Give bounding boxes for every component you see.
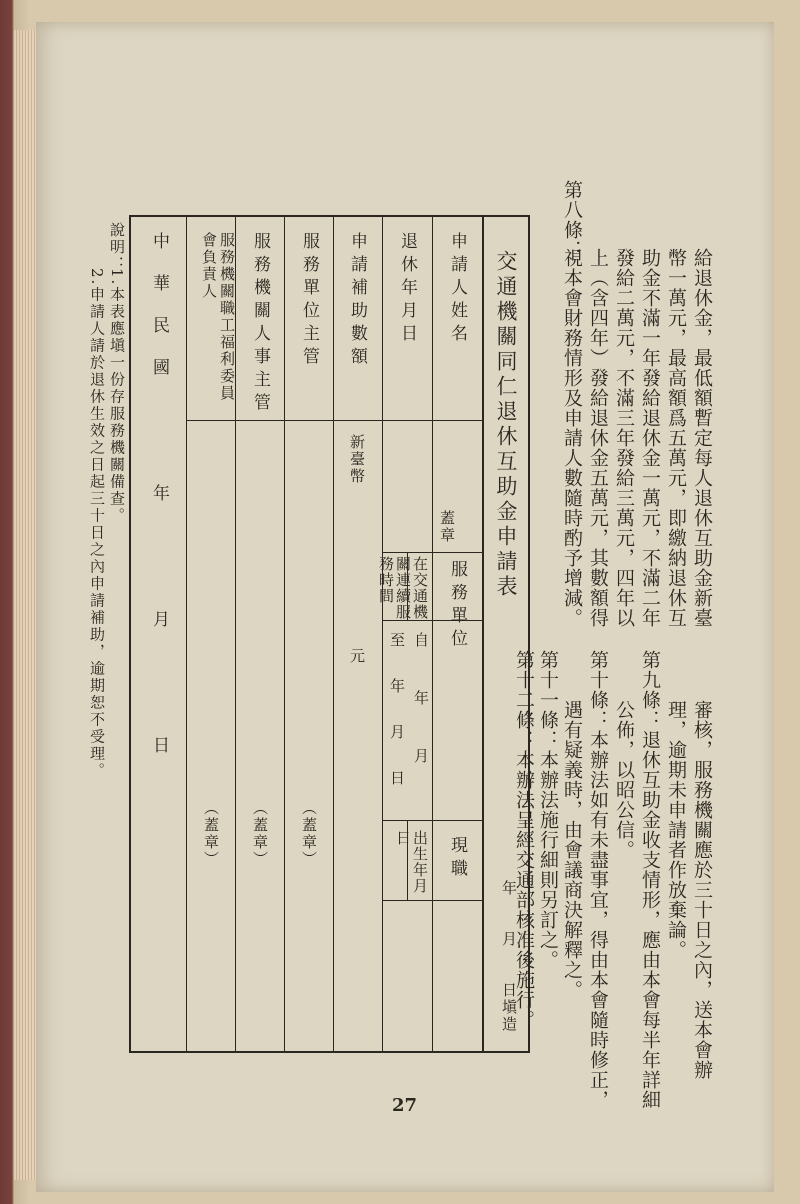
- art7-line-6: 視本會財務情形及申請人數隨時酌予增減。: [561, 248, 583, 628]
- art9: 第九條：退休互助金收支情形，應由本會每半年詳細: [639, 650, 661, 1110]
- current-post-label: 現職: [447, 836, 467, 882]
- art8-line-3: 審核，服務機關應於三十日之內，送本會辦: [691, 700, 713, 1080]
- art8-label: 第八條：: [561, 180, 583, 260]
- welfare-committee-label: 服務機關職工福利委員會負責人: [200, 232, 236, 402]
- roc-date: 中 華 民 國 年 月 日: [149, 232, 169, 757]
- title-separator: [482, 215, 484, 1053]
- note-1: 1.本表應塡一份存服務機關備查。: [108, 268, 126, 525]
- application-form: [129, 215, 530, 1053]
- art11: 第十一條：本辦法施行細則另訂之。: [537, 650, 559, 970]
- retire-date-label: 退休年月日: [397, 232, 417, 347]
- applicant-name-label: 申請人姓名: [447, 232, 467, 347]
- service-from: 自 年 月: [412, 632, 430, 777]
- page-edge: [14, 30, 38, 1180]
- col-line-4: [284, 215, 285, 1053]
- service-period-label: 在交通機關連續服務時間: [377, 556, 429, 620]
- seal-label: 蓋章: [438, 510, 456, 544]
- seal-mark-supervisor: （蓋章）: [300, 800, 318, 868]
- service-to: 至 年 月 日: [388, 632, 406, 793]
- currency-label: 新臺幣: [348, 434, 366, 485]
- unit-supervisor-label: 服務單位主管: [299, 232, 319, 370]
- art7-line-5: 上（含四年）發給退休金五萬元，其數額得: [587, 248, 609, 628]
- unit-header: 服務單位: [447, 560, 467, 652]
- art7-line-4: 發給二萬元，不滿三年發給三萬元，四年以: [613, 248, 635, 628]
- seal-mark-welfare: （蓋章）: [202, 800, 220, 868]
- art9-cont: 公佈，以昭公信。: [613, 700, 635, 860]
- seal-mark-hr: （蓋章）: [251, 800, 269, 868]
- yuan-label: 元: [348, 648, 366, 665]
- page-number: 27: [392, 1095, 418, 1116]
- art10-cont: 遇有疑義時，由會議商決解釋之。: [561, 700, 583, 1000]
- hr-office-label: 服務機關人事主管: [250, 232, 270, 416]
- subsidy-amount-label: 申請補助數額: [347, 232, 367, 370]
- post-divider-top: [382, 820, 482, 821]
- notes-label: 說明：: [108, 222, 126, 273]
- art10: 第十條：本辦法如有未盡事宜，得由本會隨時修正，: [587, 650, 609, 1110]
- col-line-2: [382, 215, 383, 1053]
- label-divider: [186, 420, 482, 421]
- art7-line-2: 幣一萬元，最高額爲五萬元，即繳納退休互: [665, 248, 687, 628]
- note-2: 2.申請人請於退休生效之日起三十日之內申請補助，逾期恕不受理。: [88, 268, 106, 780]
- col-line-6: [186, 215, 187, 1053]
- art7-line-3: 助金不滿一年發給退休金一萬元，不滿二年: [639, 248, 661, 628]
- art12: 第十二條：本辦法呈經交通部核准後施行。: [513, 650, 535, 1030]
- art8-line-4: 理，逾期未申請者作放棄論。: [665, 700, 687, 960]
- form-title: 交通機關同仁退休互助金申請表: [494, 250, 518, 600]
- fill-date: 年 月 日塡造: [500, 880, 518, 1033]
- art7-line-1: 給退休金，最低額暫定每人退休互助金新臺: [691, 248, 713, 628]
- birth-date-label: 出生年月日: [394, 830, 429, 894]
- unit-divider-top: [382, 552, 482, 553]
- col-line-3: [333, 215, 334, 1053]
- post-divider-bottom: [382, 900, 482, 901]
- col-line-1: [432, 215, 433, 1053]
